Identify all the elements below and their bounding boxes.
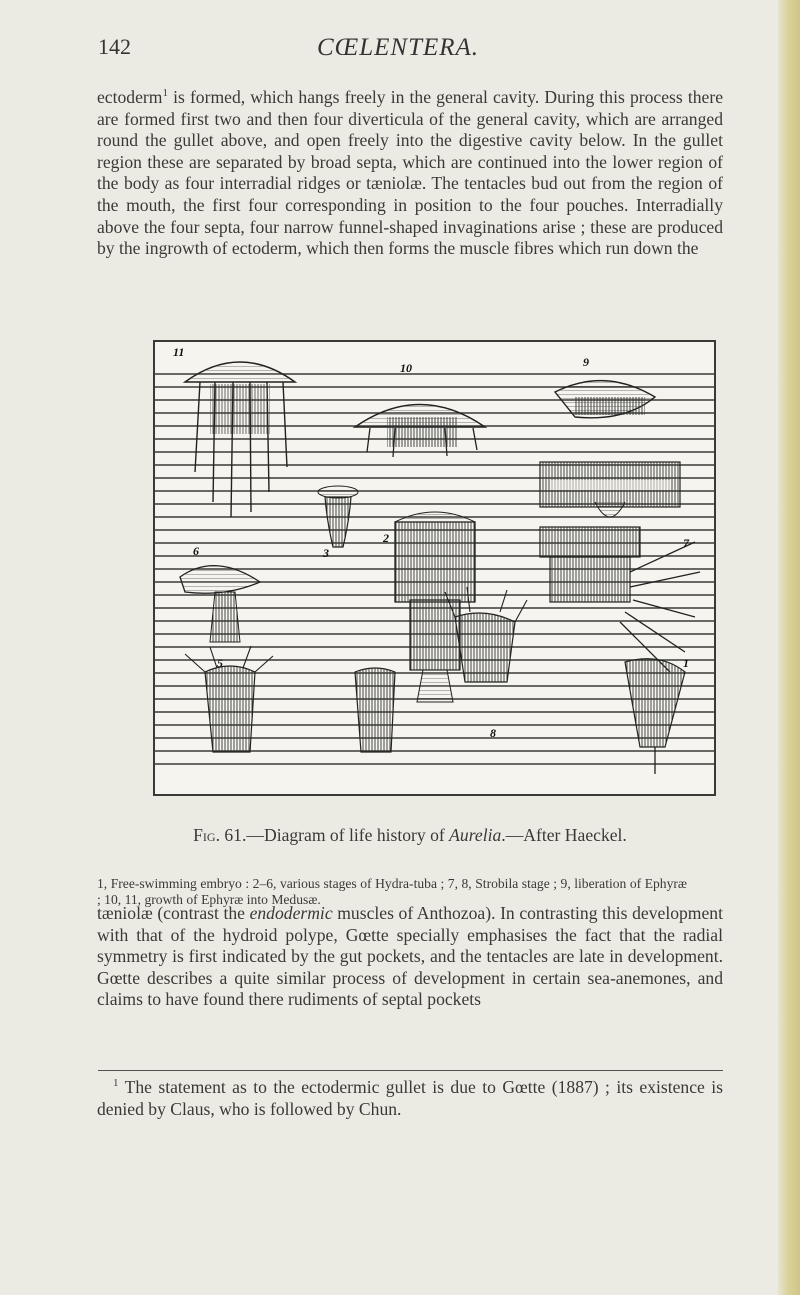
- stage-label-10: 10: [400, 361, 412, 375]
- footnote-marker: 1: [113, 1077, 119, 1090]
- footnote-reference: 1: [162, 87, 168, 100]
- footnote: [97, 1077, 723, 1120]
- stage-label-7: 7: [683, 536, 689, 550]
- figure-caption: [120, 825, 700, 846]
- caption-attribution: .—After Haeckel.: [501, 825, 627, 845]
- paragraph-1-start: ectoderm: [97, 87, 163, 107]
- footnote-divider: [98, 1070, 723, 1071]
- floor-band: [155, 774, 714, 794]
- paragraph-1-rest: is formed, which hangs freely in the general cavity. During this process there are formed first two and then four diverticula of the general cavity, which are arranged round the gullet above, and open freely into the digestive cavity below. In the gullet region these are separated by broad septa, which are continued into the lower region of the body as four interradial ridges or tæniolæ. The tentacles bud out from the region of the mouth, the first four corresponding in position to the four pouches. Interradially above the four septa, four narrow funnel-shaped invaginations arise ; these are produced by the ingrowth of ectoderm, which then forms the muscle fibres which run down the: [97, 87, 723, 259]
- footnote-text: The statement as to the ectodermic gullet is due to Gœtte (1887) ; its existence is denied by Claus, who is followed by Chun.: [97, 1077, 723, 1119]
- page-number: 142: [98, 34, 131, 59]
- sky-band: [155, 342, 714, 362]
- paragraph-2-emphasis: endodermic: [249, 903, 333, 923]
- stage-label-8: 8: [490, 726, 496, 740]
- running-head: CŒLENTERA.: [316, 34, 480, 61]
- stage-label-1: 1: [683, 656, 689, 670]
- stage-label-11: 11: [173, 345, 185, 359]
- paragraph-2-rest: muscles of Anthozoa). In contrasting this development with that of the hydroid polype, Gœtte specially emphasises the fact that the radial symmetry is first indicated by the gut pockets, and the tentacles are late in development. Gœtte describes a quite similar process of development in certain sea-anemones, and claims to have found there rudiments of septal pockets: [97, 903, 723, 1010]
- figure-life-history-diagram: [153, 340, 716, 796]
- stage-label-5: 5: [217, 656, 223, 670]
- caption-text: —Diagram of life history of: [246, 825, 450, 845]
- stage-4-polyp: [355, 668, 395, 752]
- stage-label-2: 2: [383, 531, 389, 545]
- stage-label-6: 6: [193, 544, 199, 558]
- stage-label-9: 9: [583, 355, 589, 369]
- paragraph-2: [97, 903, 723, 1011]
- caption-genus: Aurelia: [449, 825, 502, 845]
- paragraph-2-start: tæniolæ (contrast the: [97, 903, 250, 923]
- paragraph-1: [97, 87, 723, 260]
- figure-legend: 1, Free-swimming embryo : 2–6, various stages of Hydra-tuba ; 7, 8, Strobila stage ; 9, liberation of Ephyræ ; 10, 11, growth of Ephyræ into Medusæ.: [97, 876, 687, 907]
- page-header: [98, 34, 698, 74]
- page-edge: [778, 0, 800, 1295]
- figure-number: Fig. 61.: [193, 825, 247, 845]
- life-history-illustration: [155, 342, 714, 794]
- stage-label-3: 3: [323, 546, 329, 560]
